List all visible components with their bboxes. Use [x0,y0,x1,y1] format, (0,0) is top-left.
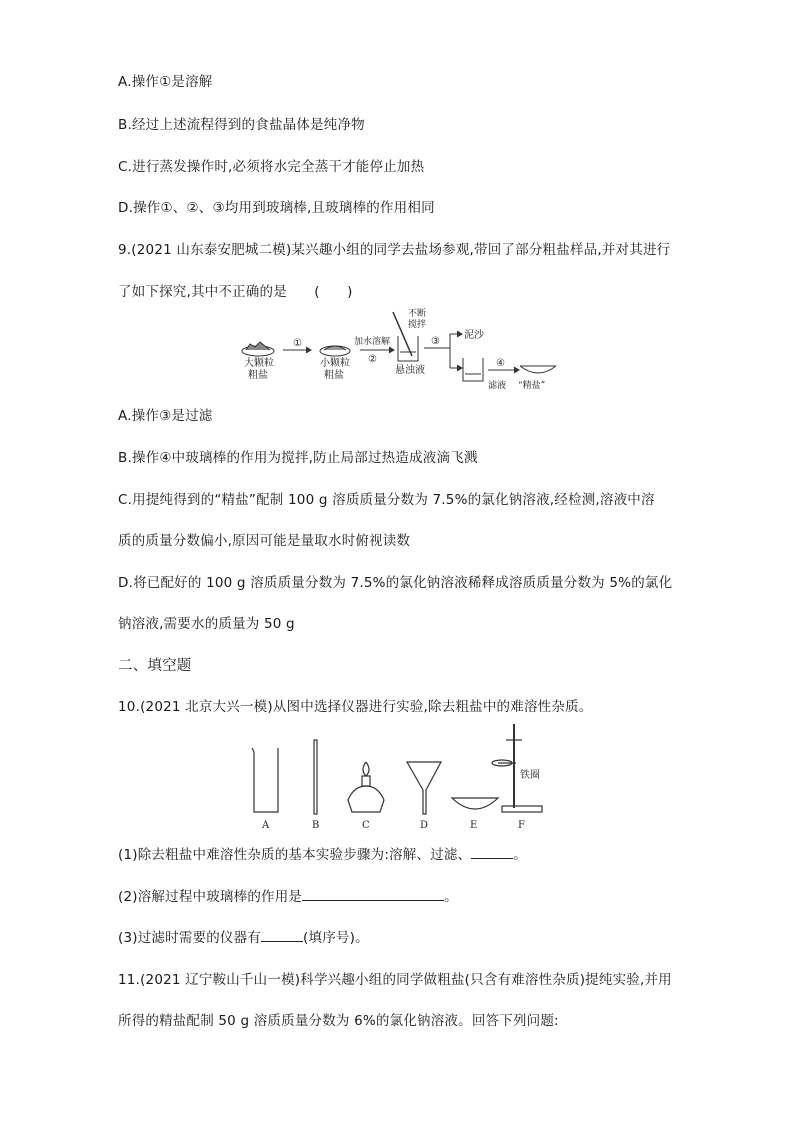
label-refined-salt: “精盐” [518,381,546,391]
q10-part1-end: 。 [513,847,527,863]
q10-part1 [118,843,527,863]
q10-part3-text: (3)过滤时需要的仪器有 [118,930,262,946]
q9-option-c-line1: C.用提纯得到的“精盐”配制 100 g 溶质质量分数为 7.5%的氯化钠溶液,经检测,溶液中溶 [118,492,655,508]
iron-stand-icon [492,724,542,812]
q10-part1-text: (1)除去粗盐中难溶性杂质的基本实验步骤为:溶解、过滤、 [118,847,472,863]
q10-part2 [118,885,458,905]
q10-part2-blank[interactable] [302,888,444,901]
q8-option-b: B.经过上述流程得到的食盐晶体是纯净物 [118,117,365,133]
q10-stem: 10.(2021 北京大兴一模)从图中选择仪器进行实验,除去粗盐中的难溶性杂质。 [118,699,593,715]
label-stir: 搅拌 [408,320,427,330]
q8-option-c: C.进行蒸发操作时,必须将水完全蒸干才能停止加热 [118,159,425,175]
label-a: A [262,820,270,831]
alcohol-lamp-icon [348,762,384,812]
q10-part2-text: (2)溶解过程中玻璃棒的作用是 [118,889,303,905]
label-b: B [312,820,320,831]
q10-part3-blank[interactable] [261,929,303,942]
label-f: F [518,820,525,831]
label-e: E [470,820,478,831]
beaker-icon [252,748,278,812]
q11-stem-line2: 所得的精盐配制 50 g 溶质质量分数为 6%的氯化钠溶液。回答下列问题: [118,1013,559,1029]
q10-part3-end: (填序号)。 [303,930,369,946]
label-large-grain: 大颗粒 [244,358,274,369]
funnel-icon [407,762,441,814]
q9-stem-line2: 了如下探究,其中不正确的是 ( ) [118,284,353,300]
label-iron-ring: 铁圈 [520,770,540,781]
crude-salt-flow-diagram [238,306,568,394]
q9-option-a: A.操作③是过滤 [118,408,213,424]
q10-part3 [118,926,369,946]
q8-option-a: A.操作①是溶解 [118,74,213,90]
q10-part1-blank[interactable] [471,846,513,859]
label-c: C [362,820,370,831]
q9-option-b: B.操作④中玻璃棒的作用为搅拌,防止局部过热造成液滴飞溅 [118,450,478,466]
label-suspension: 悬浊液 [395,365,425,376]
label-sediment: 泥沙 [464,330,484,341]
q10-part2-end: 。 [444,889,458,905]
label-continuous: 不断 [408,309,427,319]
q8-option-d: D.操作①、②、③均用到玻璃棒,且玻璃棒的作用相同 [118,200,435,216]
glass-rod-icon [314,740,317,814]
evaporating-dish-icon [520,366,556,373]
lab-apparatus-figure [240,720,560,832]
label-small-grain: 小颗粒 [320,358,350,369]
label-step-2: ② [368,354,377,365]
label-step-3: ③ [431,336,440,347]
label-step-1: ① [293,338,302,349]
q11-stem-line1: 11.(2021 辽宁鞍山千山一模)科学兴趣小组的同学做粗盐(只含有难溶性杂质)提纯实验,并用 [118,972,672,988]
label-small-grain-salt: 粗盐 [324,370,344,381]
q9-stem-line1: 9.(2021 山东泰安肥城二模)某兴趣小组的同学去盐场参观,带回了部分粗盐样品,并对其进行 [118,242,671,258]
label-d: D [420,820,429,831]
q9-option-d-line1: D.将已配好的 100 g 溶质质量分数为 7.5%的氯化钠溶液稀释成溶质质量分数为 5%的氯化 [118,575,673,591]
filtrate-beaker-icon [463,358,483,381]
q9-option-d-line2: 钠溶液,需要水的质量为 50 g [118,616,295,632]
evaporating-dish-icon [452,798,498,809]
label-step-4: ④ [496,358,505,369]
section-heading-fill-blank: 二、填空题 [118,658,192,674]
q9-option-c-line2: 质的质量分数偏小,原因可能是量取水时俯视读数 [118,533,411,549]
label-large-grain-salt: 粗盐 [248,370,268,381]
label-filtrate: 滤液 [488,381,507,391]
label-add-water-dissolve: 加水溶解 [354,337,391,347]
